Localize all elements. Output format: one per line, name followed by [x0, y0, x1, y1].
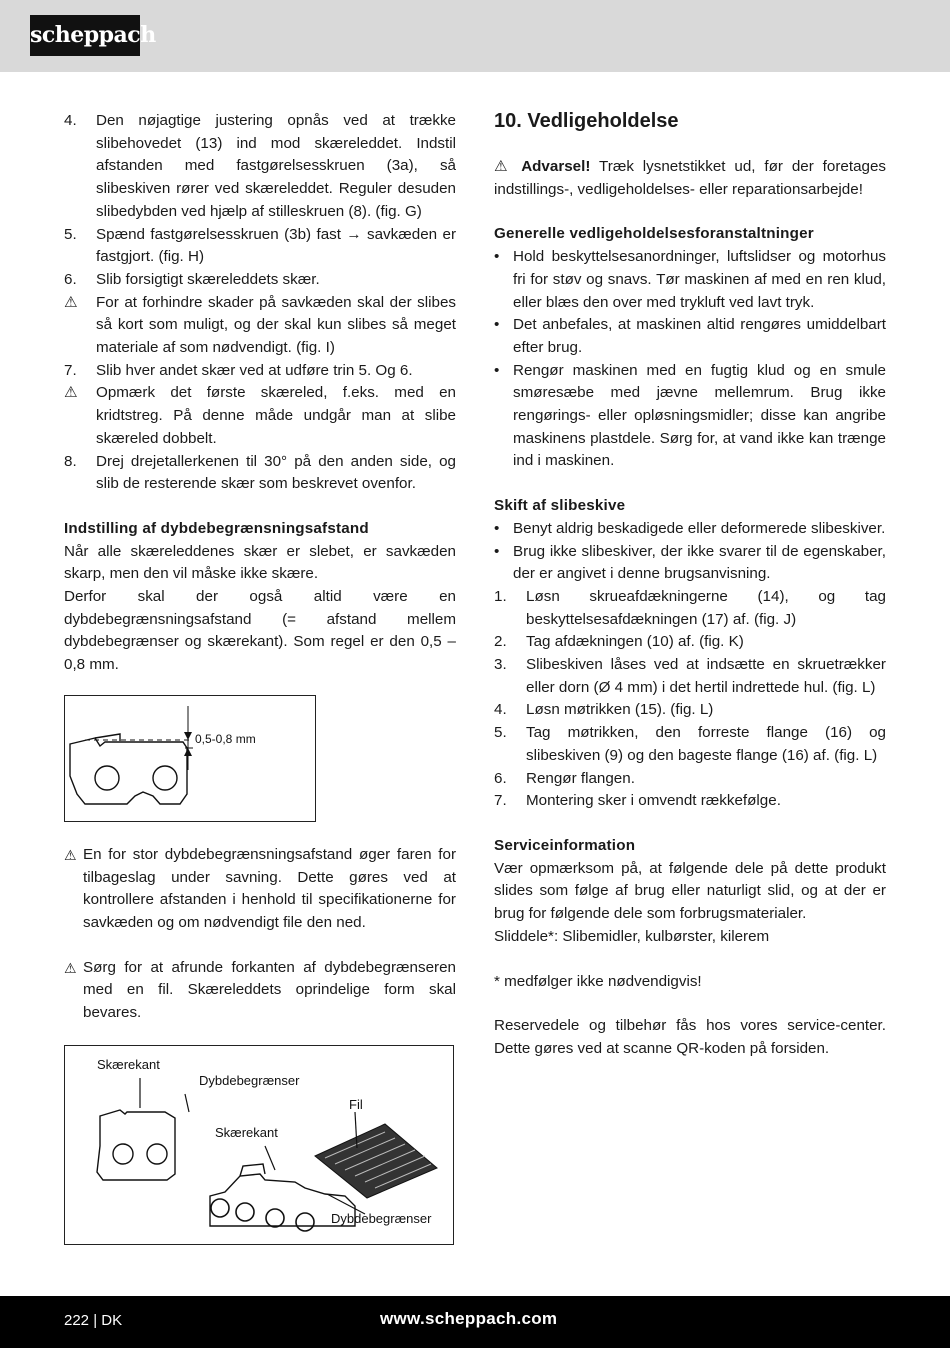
list-item-text: Tag møtrikken, den forreste flange (16) og slibeskiven (9) og den bageste flange (16) af. (fig. L) [526, 724, 886, 764]
list-item-text: Hold beskyttelsesanordninger, luftslidser og motorhus fri for støv og snavs. Tør maskinen af med en ren klud, eller blæs den over med trykluft ved lavt tryk. [513, 248, 886, 311]
list-item [494, 314, 886, 359]
service-paragraph-3: * medfølger ikke nødvendigvis! [494, 972, 702, 990]
bullet-icon: • [494, 248, 500, 266]
depth-limiter-label-1: Dybdebegrænser [199, 1072, 300, 1088]
service-paragraph-2: Sliddele*: Slibemidler, kulbørster, kilerem [494, 927, 770, 945]
depth-paragraph-1: Når alle skæreleddenes skær er slebet, er savkæden skarp, men den vil måske ikke skære. [64, 542, 456, 583]
warning-icon: ⚠ [64, 846, 77, 863]
list-item [64, 451, 456, 496]
warning-icon: ⚠ [64, 959, 77, 976]
service-paragraph-4: Reservedele og tilbehør fås hos vores service-center. Dette gøres ved at scanne QR-koden på forsiden. [494, 1017, 886, 1057]
list-item-text: Drej drejetallerkenen til 30° på den anden side, og slib de resterende skær som beskrevet ovenfor. [96, 452, 456, 493]
list-item [494, 586, 886, 631]
scheppach-logo: scheppach [30, 15, 140, 56]
service-paragraph-1: Vær opmærksom på, at følgende dele på dette produkt slides som følge af brug eller naturligt slid, og at der er brug for følgende dele som forbrugsmaterialer. [494, 859, 886, 923]
list-item-text: Slibeskiven låses ved at indsætte en skruetrækker eller dorn (Ø 4 mm) i det hertil indrettede hul. (fig. L) [526, 656, 886, 696]
left-column [64, 110, 456, 1245]
depth-paragraph-2: Derfor skal der også altid være en dybdebegrænsningsafstand (= afstand mellem dybdebegrænser og skærekant). Som regel er den 0,5 – 0,8 mm. [64, 588, 456, 674]
sharpening-steps [64, 110, 456, 496]
page-footer [0, 1296, 950, 1348]
website-link[interactable]: www.scheppach.com [380, 1309, 558, 1328]
warning-round-edge: ⚠ Sørg for at afrunde forkanten af dybdebegrænseren med en fil. Skæreleddets oprindelige form skal bevares. [64, 957, 456, 1025]
list-marker: 4. [64, 112, 77, 129]
list-item-text: Rengør maskinen med en fugtig klud og en smule smøresæbe med jævne mellemrum. Brug ikke rengørings- eller opløsningsmidler; disse kan angribe maskinens plastdele. Sørg for, at vand ikke kan trænge ind i maskinen. [513, 361, 886, 470]
list-marker: 3. [494, 656, 507, 674]
list-item [64, 360, 456, 383]
list-item-text: Tag afdækningen (10) af. (fig. K) [526, 633, 744, 651]
list-item [494, 541, 886, 586]
list-item [494, 722, 886, 767]
list-item [494, 631, 886, 654]
list-item [494, 246, 886, 314]
list-item-text: Løsn skrueafdækningerne (14), og tag beskyttelsesafdækningen (17) af. (fig. J) [526, 587, 886, 628]
list-marker: 1. [494, 587, 507, 605]
general-heading: Generelle vedligeholdelsesforanstaltninger [494, 225, 814, 243]
list-item-text: Løsn møtrikken (15). (fig. L) [526, 701, 714, 719]
list-marker: 7. [64, 361, 77, 379]
list-item-text: Montering sker i omvendt rækkefølge. [526, 792, 781, 810]
depth-gauge-figure [64, 695, 316, 822]
list-marker: 6. [64, 270, 77, 288]
list-marker: 5. [64, 225, 77, 243]
file-depth-gauge-figure [64, 1045, 454, 1245]
list-marker: 2. [494, 633, 507, 651]
file-label: Fil [349, 1096, 363, 1112]
list-item [64, 292, 456, 360]
list-item [494, 790, 886, 813]
list-marker: 7. [494, 792, 507, 810]
swap-step-list [494, 586, 886, 813]
right-column [494, 110, 886, 1061]
list-item-text: Det anbefales, at maskinen altid rengøres umiddelbart efter brug. [513, 316, 886, 356]
service-heading: Serviceinformation [494, 836, 636, 854]
list-item-text: Den nøjagtige justering opnås ved at trække slibehovedet (13) ind mod skæreleddet. Indstil afstanden med fastgørelsesskruen (3a), så slibeskiven rører ved skæreleddet. Reguler desuden slibedybden ved hjælp af stilleskruen (8). (fig. G) [96, 112, 456, 220]
list-item [494, 654, 886, 699]
warning-kickback: ⚠ En for stor dybdebegrænsningsafstand øger faren for tilbageslag under savning. Dette gøres ved at kontrollere afstanden i henhold til specifikationerne for savkæden og om nødvendigt file den ned. [64, 844, 456, 935]
page-header [0, 0, 950, 72]
page-number: 222 | DK [64, 1312, 123, 1329]
list-marker: ⚠ [64, 293, 78, 311]
list-item [64, 382, 456, 450]
depth-heading: Indstilling af dybdebegrænsningsafstand [64, 519, 369, 537]
list-item [494, 518, 886, 541]
list-item-text: Slib hver andet skær ved at udføre trin 5. Og 6. [96, 361, 413, 379]
list-item [64, 110, 456, 224]
list-item-text: Benyt aldrig beskadigede eller deformerede slibeskiver. [513, 519, 886, 537]
warning-icon: ⚠ [494, 158, 513, 175]
list-item [494, 360, 886, 474]
chain-link-drawing [65, 696, 315, 821]
list-item [494, 768, 886, 791]
list-item-text: Spænd fastgørelsesskruen (3b) fast → savkæden er fastgjort. (fig. H) [96, 225, 456, 266]
bullet-icon: • [494, 519, 500, 537]
list-marker: 8. [64, 452, 77, 470]
bullet-icon: • [494, 316, 500, 334]
list-item [494, 699, 886, 722]
list-marker: 6. [494, 769, 507, 787]
list-marker: 4. [494, 701, 507, 719]
swap-bullet-list [494, 518, 886, 586]
list-item [64, 269, 456, 292]
cutting-edge-label-2: Skærekant [215, 1124, 278, 1140]
bullet-icon: • [494, 361, 500, 379]
list-item-text: For at forhindre skader på savkæden skal der slibes så kort som muligt, og der skal kun slibes så meget materiale af som nødvendigt. (fig. I) [96, 293, 456, 357]
list-item-text: Brug ikke slibeskiver, der ikke svarer til de egenskaber, der er angivet i denne brugsanvisning. [513, 542, 886, 583]
list-marker: ⚠ [64, 384, 78, 402]
list-item-text: Opmærk det første skæreled, f.eks. med en kridtstreg. På denne måde undgår man at slibe skæreled dobbelt. [96, 384, 456, 447]
warning-paragraph: ⚠ Advarsel! Træk lysnetstikket ud, før der foretages indstillings-, vedligeholdelses- eller reparationsarbejde! [494, 158, 886, 198]
list-item [64, 224, 456, 269]
list-item-text: Rengør flangen. [526, 769, 635, 787]
section-title: 10. Vedligeholdelse [494, 110, 679, 132]
list-marker: 5. [494, 724, 507, 742]
swap-heading: Skift af slibeskive [494, 497, 626, 515]
bullet-icon: • [494, 542, 500, 560]
list-item-text: Slib forsigtigt skæreleddets skær. [96, 270, 320, 288]
depth-limiter-label-2: Dybdebegrænser [331, 1210, 432, 1226]
general-list [494, 246, 886, 473]
depth-gauge-label: 0,5-0,8 mm [195, 731, 256, 746]
cutting-edge-label-1: Skærekant [97, 1056, 160, 1072]
